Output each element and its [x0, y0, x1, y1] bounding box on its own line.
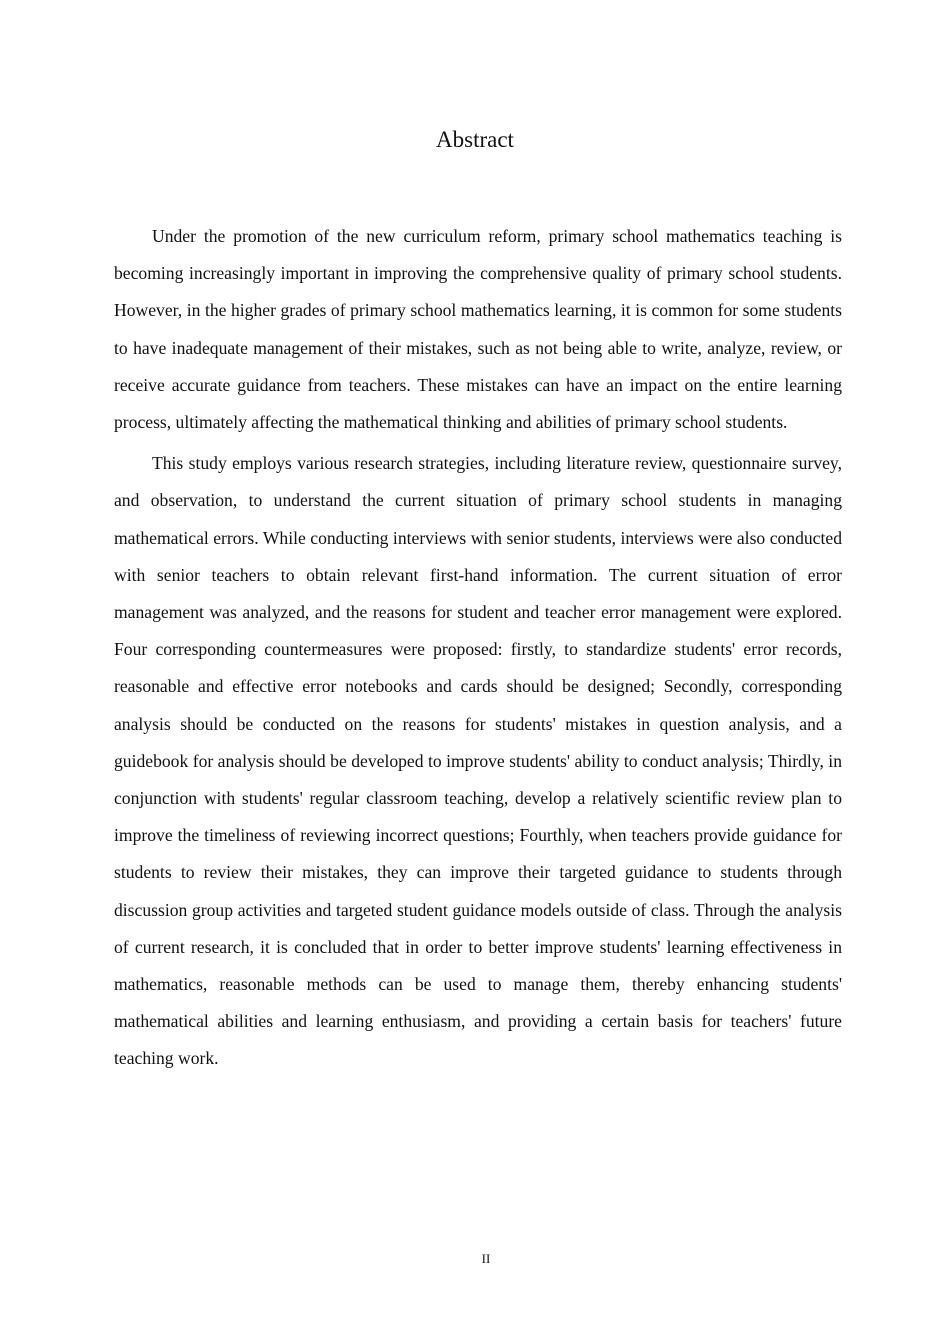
- abstract-body: [114, 218, 842, 1082]
- page-number: II: [481, 1251, 491, 1266]
- abstract-paragraph-2: This study employs various research strategies, including literature review, questionnaire survey, and observation, to understand the current situation of primary school students in managing mathematical errors. While conducting interviews with senior students, interviews were also conducted with senior teachers to obtain relevant first-hand information. The current situation of error management was analyzed, and the reasons for student and teacher error management were explored. Four corresponding countermeasures were proposed: firstly, to standardize students' error records, reasonable and effective error notebooks and cards should be designed; Secondly, corresponding analysis should be conducted on the reasons for students' mistakes in question analysis, and a guidebook for analysis should be developed to improve students' ability to conduct analysis; Thirdly, in conjunction with students' regular classroom teaching, develop a relatively scientific review plan to improve the timeliness of reviewing incorrect questions; Fourthly, when teachers provide guidance for students to review their mistakes, they can improve their targeted guidance to students through discussion group activities and targeted student guidance models outside of class. Through the analysis of current research, it is concluded that in order to better improve students' learning effectiveness in mathematics, reasonable methods can be used to manage them, thereby enhancing students' mathematical abilities and learning enthusiasm, and providing a certain basis for teachers' future teaching work.: [114, 453, 842, 1069]
- page-title: Abstract: [436, 127, 514, 152]
- abstract-paragraph-1: Under the promotion of the new curriculum reform, primary school mathematics teaching is becoming increasingly important in improving the comprehensive quality of primary school students. However, in the higher grades of primary school mathematics learning, it is common for some students to have inadequate management of their mistakes, such as not being able to write, analyze, review, or receive accurate guidance from teachers. These mistakes can have an impact on the entire learning process, ultimately affecting the mathematical thinking and abilities of primary school students.: [114, 226, 842, 433]
